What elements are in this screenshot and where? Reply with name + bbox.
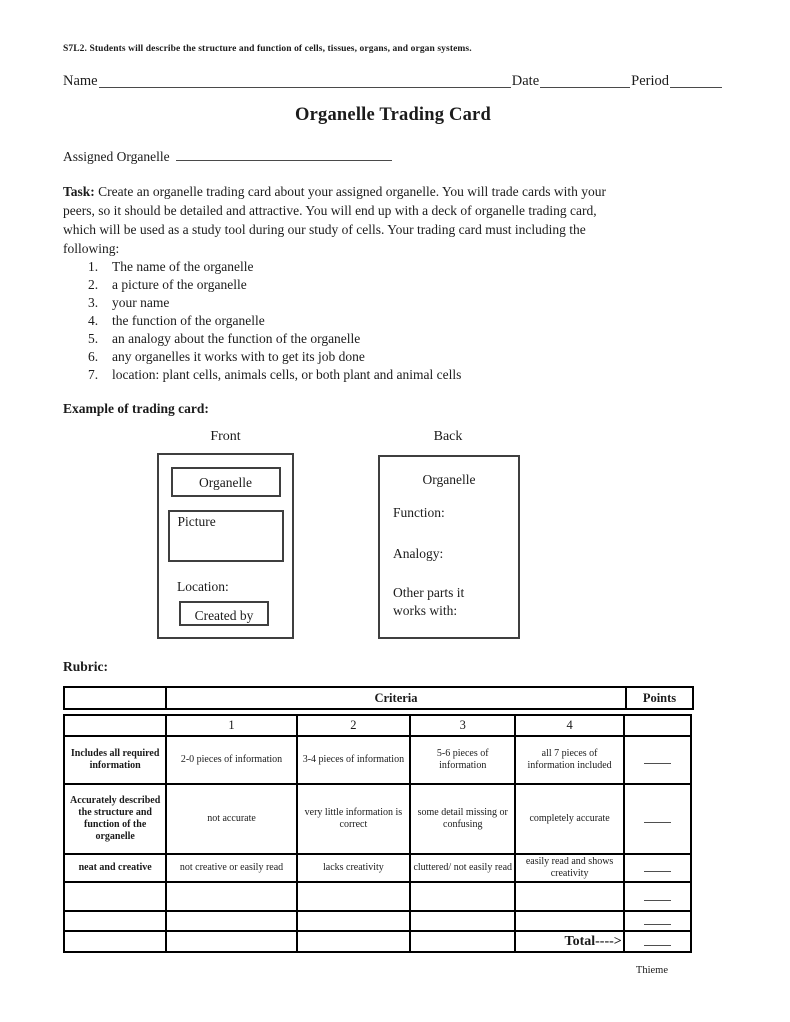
rubric-cell: 3-4 pieces of information bbox=[297, 736, 410, 784]
front-card-label: Front bbox=[210, 429, 241, 444]
points-blank bbox=[644, 916, 671, 925]
name-label: Name bbox=[63, 73, 98, 89]
task-label: Task: bbox=[63, 184, 95, 199]
rubric-row bbox=[64, 854, 691, 882]
empty-rubric-row bbox=[64, 911, 691, 931]
task-paragraph bbox=[63, 182, 723, 258]
name-blank-line bbox=[99, 73, 511, 88]
rubric-row bbox=[64, 736, 691, 784]
page-title: Organelle Trading Card bbox=[295, 105, 491, 125]
rubric-cell: easily read and shows creativity bbox=[515, 854, 623, 882]
list-item-number: 5. bbox=[88, 331, 99, 346]
rubric-header-table bbox=[63, 686, 694, 710]
list-item-text: a picture of the organelle bbox=[112, 277, 247, 292]
rubric-cell: very little information is correct bbox=[297, 784, 410, 854]
list-item bbox=[63, 312, 723, 330]
list-item bbox=[63, 348, 723, 366]
task-line bbox=[63, 182, 723, 201]
points-cell bbox=[624, 715, 691, 736]
points-header-cell: Points bbox=[626, 687, 693, 709]
rubric-cell: completely accurate bbox=[515, 784, 623, 854]
other-parts-label: Other parts it works with: bbox=[393, 585, 465, 618]
list-item bbox=[63, 330, 723, 348]
rubric-cell bbox=[515, 911, 623, 931]
level-number-cell: 1 bbox=[166, 715, 296, 736]
rubric-cell: lacks creativity bbox=[297, 854, 410, 882]
rubric-cell bbox=[410, 911, 515, 931]
rubric-cell: 2-0 pieces of information bbox=[166, 736, 296, 784]
criterion-label-cell bbox=[64, 715, 166, 736]
points-blank bbox=[644, 814, 671, 823]
picture-label: Picture bbox=[177, 514, 216, 529]
total-label-cell: Total----> bbox=[515, 931, 623, 952]
criteria-header-cell: Criteria bbox=[166, 687, 626, 709]
list-item bbox=[63, 276, 723, 294]
rubric-cell bbox=[166, 931, 296, 952]
example-cards bbox=[63, 429, 723, 645]
back-card bbox=[378, 455, 520, 639]
points-blank bbox=[644, 937, 671, 946]
level-number-cell: 3 bbox=[410, 715, 515, 736]
picture-box bbox=[168, 510, 284, 562]
period-blank-line bbox=[670, 73, 722, 88]
points-blank bbox=[644, 892, 671, 901]
criterion-label-cell: Includes all required information bbox=[64, 736, 166, 784]
task-line-text: Create an organelle trading card about your assigned organelle. You will trade cards with your bbox=[98, 184, 607, 199]
organelle-name-box: Organelle bbox=[171, 467, 281, 497]
points-blank bbox=[644, 755, 671, 764]
list-item-number: 3. bbox=[88, 295, 99, 310]
rubric-cell bbox=[166, 911, 296, 931]
location-label: Location: bbox=[177, 579, 229, 594]
list-item bbox=[63, 258, 723, 276]
points-cell bbox=[624, 784, 691, 854]
criterion-label-cell bbox=[64, 882, 166, 911]
assigned-organelle-blank-line bbox=[176, 147, 392, 161]
points-cell bbox=[624, 736, 691, 784]
list-item-number: 4. bbox=[88, 313, 99, 328]
date-blank-line bbox=[540, 73, 630, 88]
rubric-cell: not accurate bbox=[166, 784, 296, 854]
points-cell bbox=[624, 854, 691, 882]
rubric-cell: all 7 pieces of information included bbox=[515, 736, 623, 784]
criterion-label-cell: neat and creative bbox=[64, 854, 166, 882]
rubric-cell: some detail missing or confusing bbox=[410, 784, 515, 854]
rubric-cell: 5-6 pieces of information bbox=[410, 736, 515, 784]
criterion-label-cell bbox=[64, 911, 166, 931]
list-item-number: 6. bbox=[88, 349, 99, 364]
example-heading: Example of trading card: bbox=[63, 401, 209, 416]
standard-text: S7L2. Students will describe the structure and function of cells, tissues, organs, and organ systems. bbox=[63, 44, 472, 54]
requirements-list bbox=[63, 258, 723, 384]
list-item-text: The name of the organelle bbox=[112, 259, 254, 274]
created-by-box: Created by bbox=[179, 601, 269, 626]
task-line: peers, so it should be detailed and attractive. You will end up with a deck of organelle trading card, bbox=[63, 203, 597, 218]
rubric-section bbox=[63, 686, 692, 953]
criterion-label-cell: Accurately described the structure and function of the organelle bbox=[64, 784, 166, 854]
back-card-label: Back bbox=[433, 429, 463, 444]
assigned-organelle-label: Assigned Organelle bbox=[63, 149, 170, 164]
rubric-cell bbox=[297, 911, 410, 931]
function-label: Function: bbox=[393, 505, 445, 520]
level-number-cell: 2 bbox=[297, 715, 410, 736]
points-cell bbox=[624, 911, 691, 931]
worksheet-page bbox=[63, 0, 723, 976]
total-row bbox=[64, 931, 691, 952]
rubric-cell bbox=[410, 931, 515, 952]
points-cell bbox=[624, 931, 691, 952]
rubric-row bbox=[64, 784, 691, 854]
list-item-number: 1. bbox=[88, 259, 99, 274]
list-item-text: any organelles it works with to get its job done bbox=[112, 349, 365, 364]
date-label: Date bbox=[511, 73, 540, 89]
level-number-cell: 4 bbox=[515, 715, 623, 736]
empty-rubric-row bbox=[64, 882, 691, 911]
criterion-label-cell bbox=[64, 931, 166, 952]
rubric-corner-cell bbox=[64, 687, 166, 709]
list-item-text: the function of the organelle bbox=[112, 313, 265, 328]
rubric-heading: Rubric: bbox=[63, 659, 108, 674]
list-item-text: location: plant cells, animals cells, or both plant and animal cells bbox=[112, 367, 462, 382]
rubric-table bbox=[63, 714, 692, 953]
rubric-cell bbox=[297, 882, 410, 911]
list-item bbox=[63, 366, 723, 384]
rubric-cell bbox=[515, 882, 623, 911]
front-card bbox=[157, 453, 294, 639]
rubric-cell bbox=[410, 882, 515, 911]
rubric-cell: cluttered/ not easily read bbox=[410, 854, 515, 882]
assigned-organelle-row bbox=[63, 147, 723, 165]
list-item-text: your name bbox=[112, 295, 170, 310]
list-item bbox=[63, 294, 723, 312]
list-item-text: an analogy about the function of the organelle bbox=[112, 331, 361, 346]
period-label: Period bbox=[631, 73, 669, 89]
task-line: which will be used as a study tool during our study of cells. Your trading card must including the bbox=[63, 222, 586, 237]
rubric-cell: not creative or easily read bbox=[166, 854, 296, 882]
list-item-number: 7. bbox=[88, 367, 99, 382]
rubric-cell bbox=[166, 882, 296, 911]
rubric-cell bbox=[297, 931, 410, 952]
back-organelle-label: Organelle bbox=[422, 472, 476, 487]
list-item-number: 2. bbox=[88, 277, 99, 292]
points-blank bbox=[644, 863, 671, 872]
points-cell bbox=[624, 882, 691, 911]
analogy-label: Analogy: bbox=[393, 546, 444, 561]
footer-credit: Thieme bbox=[635, 965, 668, 976]
task-line: following: bbox=[63, 241, 120, 256]
level-numbers-row bbox=[64, 715, 691, 736]
name-date-period-row bbox=[63, 73, 723, 90]
